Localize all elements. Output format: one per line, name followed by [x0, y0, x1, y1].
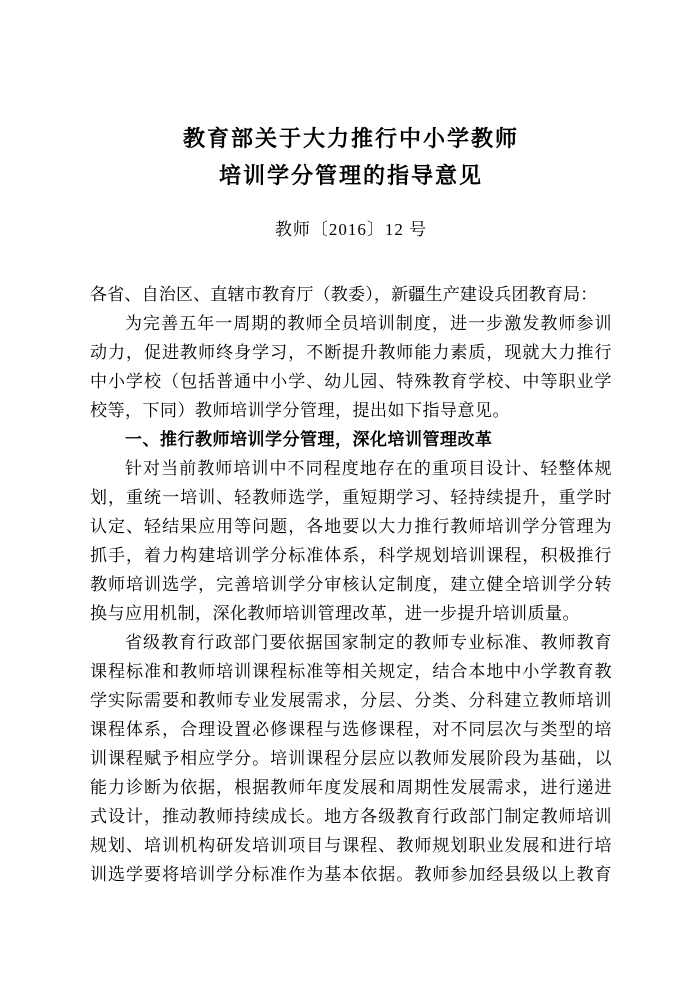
document-body [90, 280, 612, 889]
section-heading-1: 一、推行教师培训学分管理，深化培训管理改革 [125, 430, 493, 449]
document-title [90, 120, 612, 194]
paragraph-section1-2: 省级教育行政部门要依据国家制定的教师专业标准、教师教育课程标准和教师培训课程标准等相关规定，结合本地中小学教育教学实际需要和教师专业发展需求，分层、分类、分科建立教师培训课程体系，合理设置必修课程与选修课程，对不同层次与类型的培训课程赋予相应学分。培训课程分层应以教师发展阶段为基础，以能力诊断为依据，根据教师年度发展和周期性发展需求，进行递进式设计，推动教师持续成长。地方各级教育行政部门制定教师培训规划、培训机构研发培训项目与课程、教师规划职业发展和进行培训选学要将培训学分标准作为基本依据。教师参加经县级以上教育 [90, 633, 612, 884]
title-line-2: 培训学分管理的指导意见 [218, 163, 483, 188]
paragraph-intro: 为完善五年一周期的教师全员培训制度，进一步激发教师参训动力，促进教师终身学习，不断提升教师能力素质，现就大力推行中小学校（包括普通中小学、幼儿园、特殊教育学校、中等职业学校等，下同）教师培训学分管理，提出如下指导意见。 [90, 314, 612, 420]
doc-number: 教师〔2016〕12 号 [274, 220, 428, 239]
salutation-line: 各省、自治区、直辖市教育厅（教委），新疆生产建设兵团教育局： [90, 285, 598, 304]
document-content [90, 120, 612, 889]
title-line-1: 教育部关于大力推行中小学教师 [182, 126, 519, 151]
paragraph-section1-1: 针对当前教师培训中不同程度地存在的重项目设计、轻整体规划，重统一培训、轻教师选学，重短期学习、轻持续提升，重学时认定、轻结果应用等问题，各地要以大力推行教师培训学分管理为抓手，着力构建培训学分标准体系，科学规划培训课程，积极推行教师培训选学，完善培训学分审核认定制度，建立健全培训学分转换与应用机制，深化教师培训管理改革，进一步提升培训质量。 [90, 459, 612, 623]
